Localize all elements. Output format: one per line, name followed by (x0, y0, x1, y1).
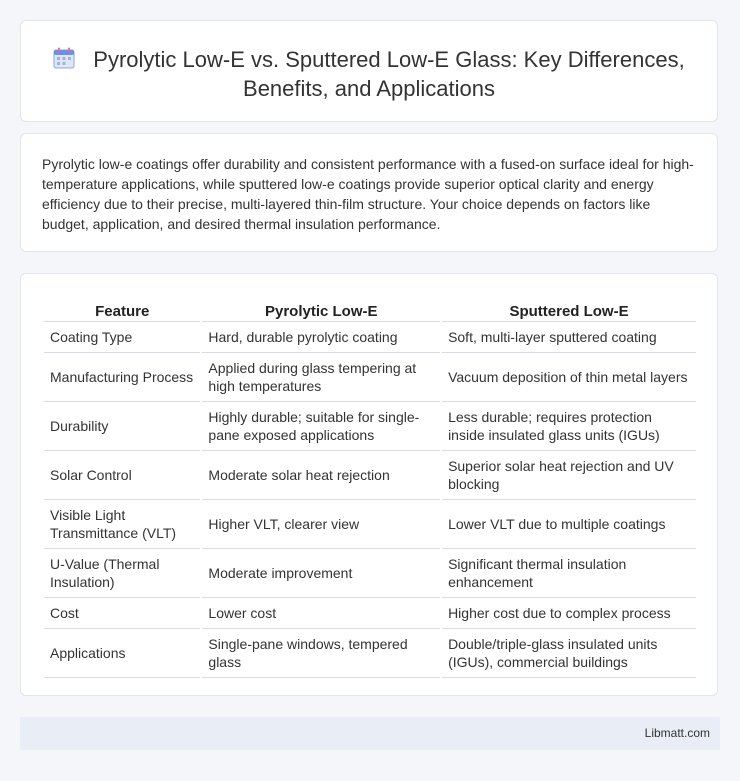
table-cell-sputtered: Double/triple-glass insulated units (IGUs), commercial buildings (442, 629, 696, 678)
page-title (21, 45, 717, 103)
comparison-table (42, 294, 698, 678)
table-cell-pyrolytic: Applied during glass tempering at high temperatures (202, 353, 440, 402)
table-cell-sputtered: Soft, multi-layer sputtered coating (442, 322, 696, 353)
table-cell-sputtered: Superior solar heat rejection and UV blocking (442, 451, 696, 500)
table-cell-pyrolytic: Highly durable; suitable for single-pane exposed applications (202, 402, 440, 451)
calendar-icon (53, 47, 75, 69)
column-header-pyrolytic: Pyrolytic Low-E (202, 294, 440, 322)
table-row (44, 402, 696, 451)
table-cell-sputtered: Significant thermal insulation enhancement (442, 549, 696, 598)
table-header-row (44, 294, 696, 322)
table-cell-feature: Manufacturing Process (44, 353, 200, 402)
table-cell-pyrolytic: Moderate improvement (202, 549, 440, 598)
intro-card (20, 133, 718, 252)
table-row (44, 549, 696, 598)
table-cell-pyrolytic: Lower cost (202, 598, 440, 629)
table-cell-feature: Solar Control (44, 451, 200, 500)
intro-paragraph: Pyrolytic low-e coatings offer durability and consistent performance with a fused-on surface ideal for high-temperature applications, while sputtered low-e coatings provide superior optical clarity and energy efficiency due to their precise, multi-layered thin-film structure. Your choice depends on factors like budget, application, and desired thermal insulation performance. (42, 156, 694, 232)
table-cell-sputtered: Lower VLT due to multiple coatings (442, 500, 696, 549)
table-cell-feature: Durability (44, 402, 200, 451)
table-cell-pyrolytic: Single-pane windows, tempered glass (202, 629, 440, 678)
table-cell-feature: Visible Light Transmittance (VLT) (44, 500, 200, 549)
table-cell-sputtered: Vacuum deposition of thin metal layers (442, 353, 696, 402)
table-cell-sputtered: Less durable; requires protection inside insulated glass units (IGUs) (442, 402, 696, 451)
comparison-card (20, 273, 718, 696)
footer-brand-link[interactable]: Libmatt.com (644, 726, 710, 740)
table-cell-feature: Applications (44, 629, 200, 678)
table-row (44, 322, 696, 353)
table-cell-feature: Cost (44, 598, 200, 629)
table-cell-pyrolytic: Higher VLT, clearer view (202, 500, 440, 549)
table-cell-pyrolytic: Hard, durable pyrolytic coating (202, 322, 440, 353)
table-row (44, 629, 696, 678)
table-row (44, 353, 696, 402)
table-row (44, 451, 696, 500)
table-cell-pyrolytic: Moderate solar heat rejection (202, 451, 440, 500)
table-cell-feature: U-Value (Thermal Insulation) (44, 549, 200, 598)
column-header-sputtered: Sputtered Low-E (442, 294, 696, 322)
footer-bar (20, 717, 720, 750)
table-cell-feature: Coating Type (44, 322, 200, 353)
title-card (20, 20, 718, 122)
table-cell-sputtered: Higher cost due to complex process (442, 598, 696, 629)
page-title-text: Pyrolytic Low-E vs. Sputtered Low-E Glass: Key Differences, Benefits, and Applications (93, 47, 685, 101)
table-row (44, 598, 696, 629)
column-header-feature: Feature (44, 294, 200, 322)
table-row (44, 500, 696, 549)
